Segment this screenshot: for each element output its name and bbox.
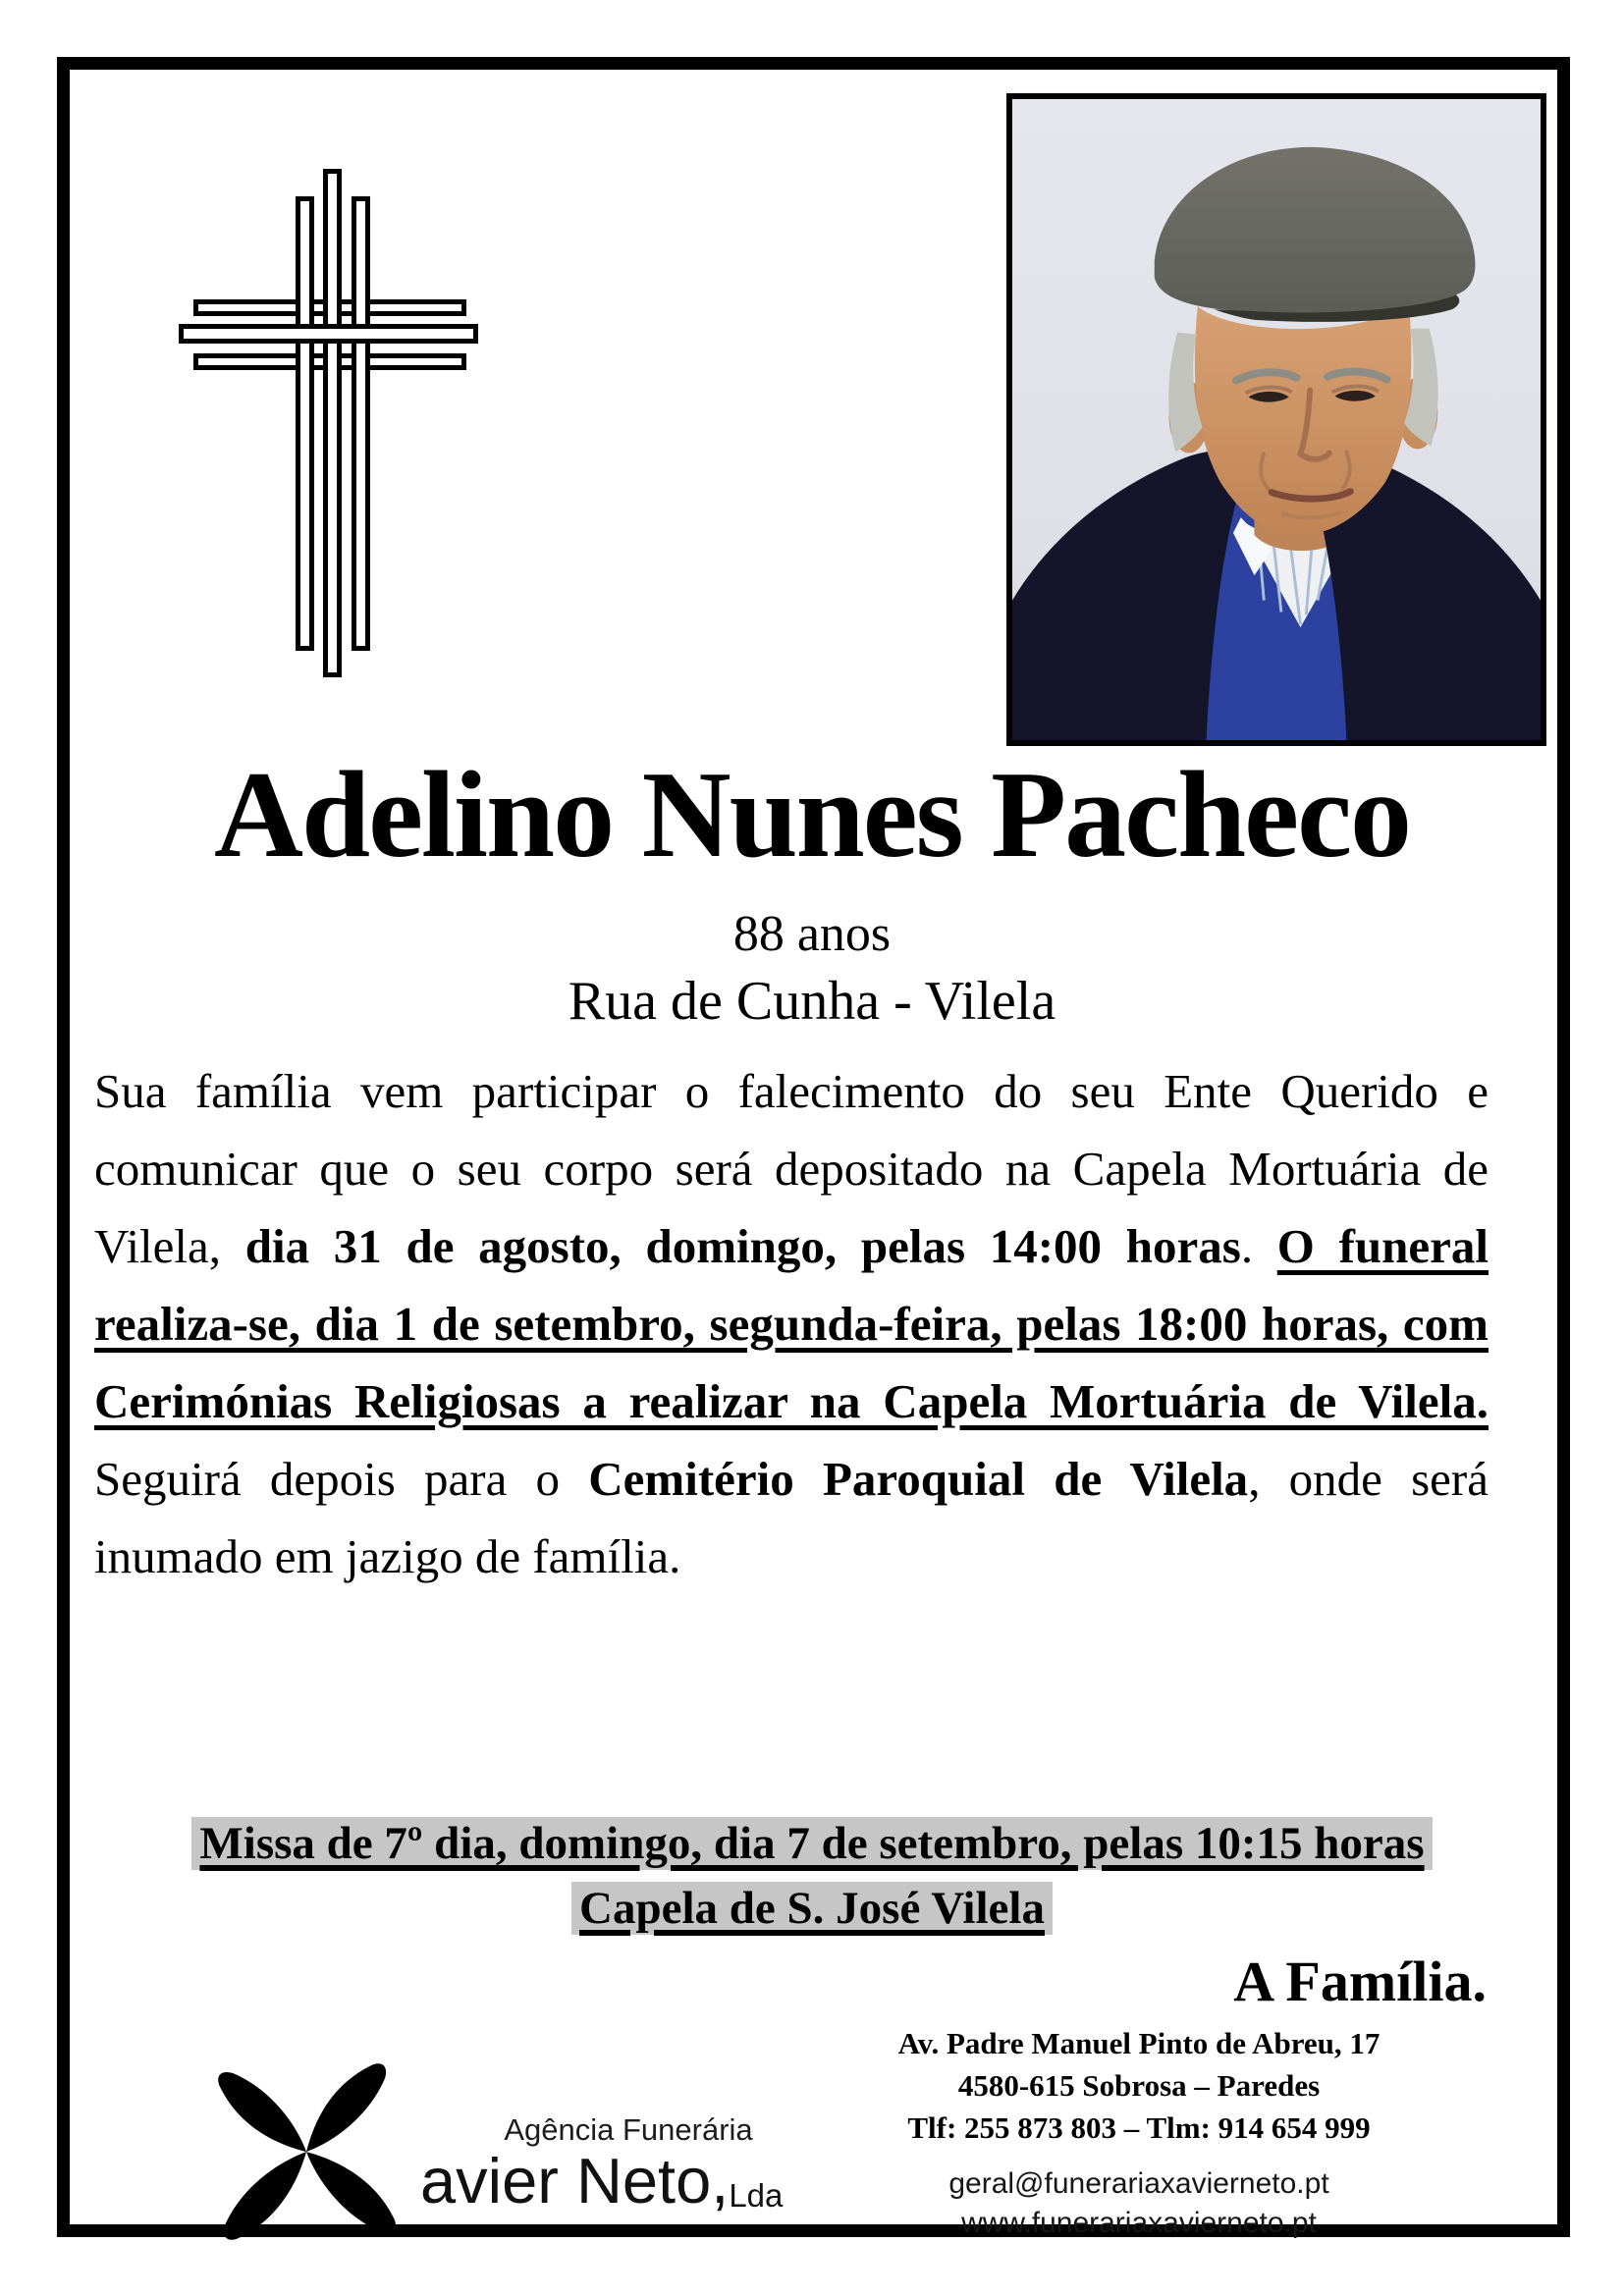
cross-vertical-bar	[296, 196, 314, 651]
body-segment: .	[1240, 1219, 1277, 1273]
mass-notice	[0, 1811, 1624, 1941]
cross-vertical-bar	[352, 196, 370, 651]
mass-line-2-wrap	[0, 1876, 1624, 1941]
agency-name-main: avier Neto,	[420, 2145, 730, 2216]
cross-vertical-bar	[323, 169, 342, 677]
agency-name	[420, 2144, 783, 2217]
mass-line-2: Capela de S. José Vilela	[571, 1882, 1053, 1935]
agency-name-suffix: Lda	[729, 2177, 784, 2214]
cross-horizontal-bar	[179, 324, 478, 344]
agency-website: www.funerariaxavierneto.pt	[961, 2207, 1317, 2239]
x-leaf-mark	[185, 2028, 428, 2271]
agency-postal-address: 4580-615 Sobrosa – Paredes	[957, 2068, 1321, 2103]
agency-street-address: Av. Padre Manuel Pinto de Abreu, 17	[897, 2026, 1380, 2060]
deceased-age: 88 anos	[732, 906, 892, 962]
agency-logo-x-icon	[185, 2028, 428, 2238]
deceased-name: Adelino Nunes Pacheco	[214, 747, 1410, 883]
body-segment-bold: dia 31 de agosto, domingo, pelas 14:00 horas	[244, 1219, 1241, 1273]
spacer	[864, 2149, 1414, 2164]
body-segment-bold: Cemitério Paroquial de Vilela	[588, 1452, 1249, 1506]
family-signature: A Família.	[1233, 1949, 1487, 2013]
deceased-address: Rua de Cunha - Vilela	[568, 971, 1056, 1032]
deceased-portrait-photo	[1006, 93, 1546, 746]
body-segment: , onde será inumado em jazigo de família.	[94, 1452, 1489, 1583]
agency-phone-numbers: Tlf: 255 873 803 – Tlm: 914 654 999	[907, 2110, 1371, 2145]
body-segment: Sua família vem participar o falecimento do seu Ente Querido e comunicar que o seu corpo será depositado na Capela Mortuária de Vilela,	[94, 1064, 1489, 1273]
agency-contact-block	[864, 2022, 1414, 2243]
mass-line-1-wrap	[0, 1811, 1624, 1876]
body-segment: Seguirá depois para o	[94, 1452, 589, 1506]
announcement-paragraph	[94, 1052, 1489, 1595]
portrait-illustration	[1012, 99, 1541, 740]
cross-icon	[179, 169, 483, 679]
body-segment-bold-underline: O funeral realiza-se, dia 1 de setembro, segunda-feira, pelas 18:00 horas, com Cerimónias Religiosas a realizar na Capela Mortuária de Vilela.	[94, 1219, 1489, 1428]
agency-type-label: Agência Funerária	[504, 2112, 753, 2147]
agency-email: geral@funerariaxavierneto.pt	[948, 2167, 1329, 2200]
mass-line-1: Missa de 7º dia, domingo, dia 7 de setembro, pelas 10:15 horas	[191, 1817, 1432, 1870]
